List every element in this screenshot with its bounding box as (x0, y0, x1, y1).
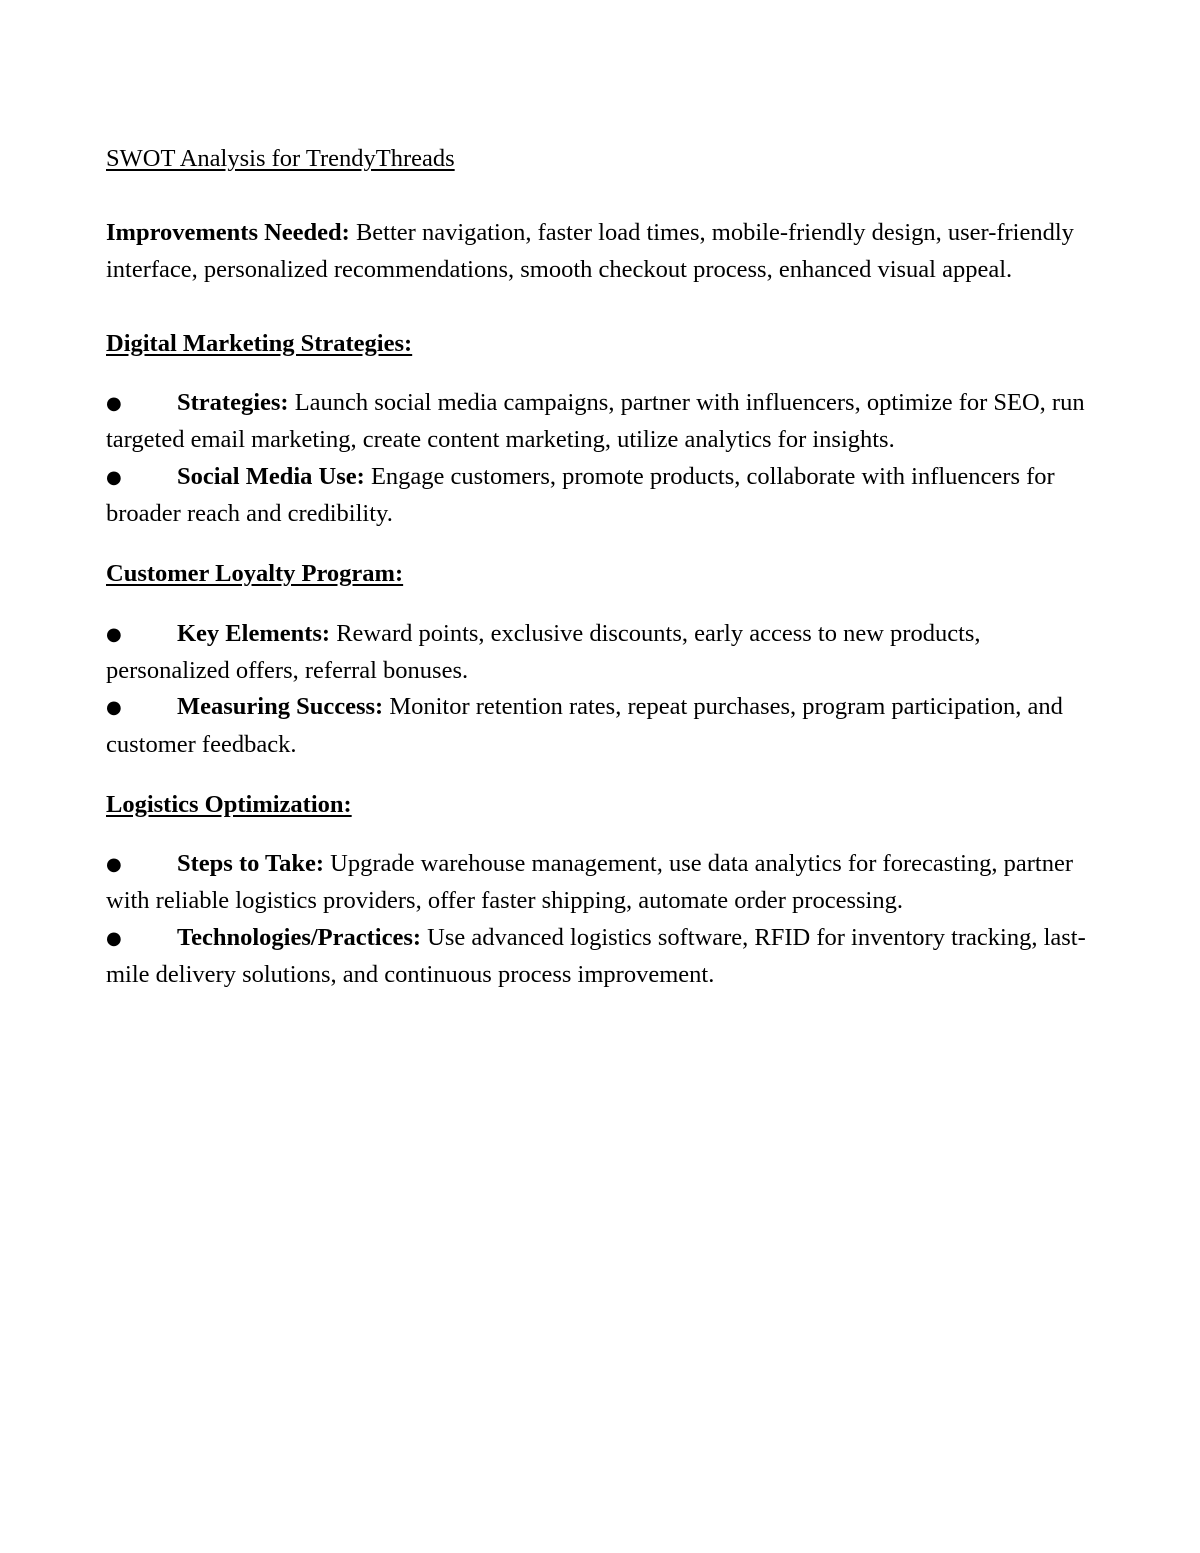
list-item (106, 616, 1096, 690)
list-item (106, 689, 1096, 763)
bullet-label: Strategies: (177, 389, 289, 417)
bullet-list (106, 385, 1096, 532)
bullet-label: Technologies/Practices: (177, 923, 422, 951)
improvements-paragraph (106, 215, 1096, 288)
bullet-icon: ● (106, 927, 122, 949)
list-item (106, 385, 1096, 459)
bullet-icon: ● (106, 854, 122, 876)
bullet-label: Steps to Take: (177, 850, 325, 878)
bullet-icon: ● (106, 393, 122, 415)
section-digital-marketing (106, 326, 1096, 532)
bullet-text: Use advanced logistics software, RFID for inventory tracking, last-mile delivery solutions, and continuous process improvement. (106, 923, 1086, 989)
bullet-label: Measuring Success: (177, 693, 384, 721)
list-item (106, 459, 1096, 533)
section-heading: Logistics Optimization: (106, 790, 352, 818)
list-item (106, 920, 1096, 994)
bullet-text: Launch social media campaigns, partner with influencers, optimize for SEO, run targeted email marketing, create content marketing, utilize analytics for insights. (106, 389, 1085, 454)
document-body (106, 141, 1096, 993)
bullet-icon: ● (106, 697, 122, 719)
section-heading: Customer Loyalty Program: (106, 560, 404, 588)
bullet-text: Reward points, exclusive discounts, early access to new products, personalized offers, referral bonuses. (106, 619, 981, 684)
bullet-list (106, 616, 1096, 763)
bullet-icon: ● (106, 623, 122, 645)
improvements-text (106, 215, 1096, 288)
bullet-list (106, 846, 1096, 993)
improvements-label: Improvements Needed: (106, 219, 350, 247)
bullet-text: Upgrade warehouse management, use data analytics for forecasting, partner with reliable logistics providers, offer faster shipping, automate order processing. (106, 850, 1074, 915)
section-heading: Digital Marketing Strategies: (106, 329, 413, 357)
bullet-text: Engage customers, promote products, collaborate with influencers for broader reach and credibility. (106, 462, 1055, 528)
list-item (106, 846, 1096, 920)
bullet-label: Key Elements: (177, 619, 331, 647)
improvements-body: Better navigation, faster load times, mobile-friendly design, user-friendly interface, personalized recommendations, smooth checkout process, enhanced visual appeal. (106, 219, 1074, 283)
section-logistics (106, 787, 1096, 993)
document-title: SWOT Analysis for TrendyThreads (106, 145, 455, 172)
section-customer-loyalty (106, 556, 1096, 762)
bullet-icon: ● (106, 466, 122, 488)
bullet-text: Monitor retention rates, repeat purchases, program participation, and customer feedback. (106, 693, 1063, 758)
bullet-label: Social Media Use: (177, 462, 365, 490)
